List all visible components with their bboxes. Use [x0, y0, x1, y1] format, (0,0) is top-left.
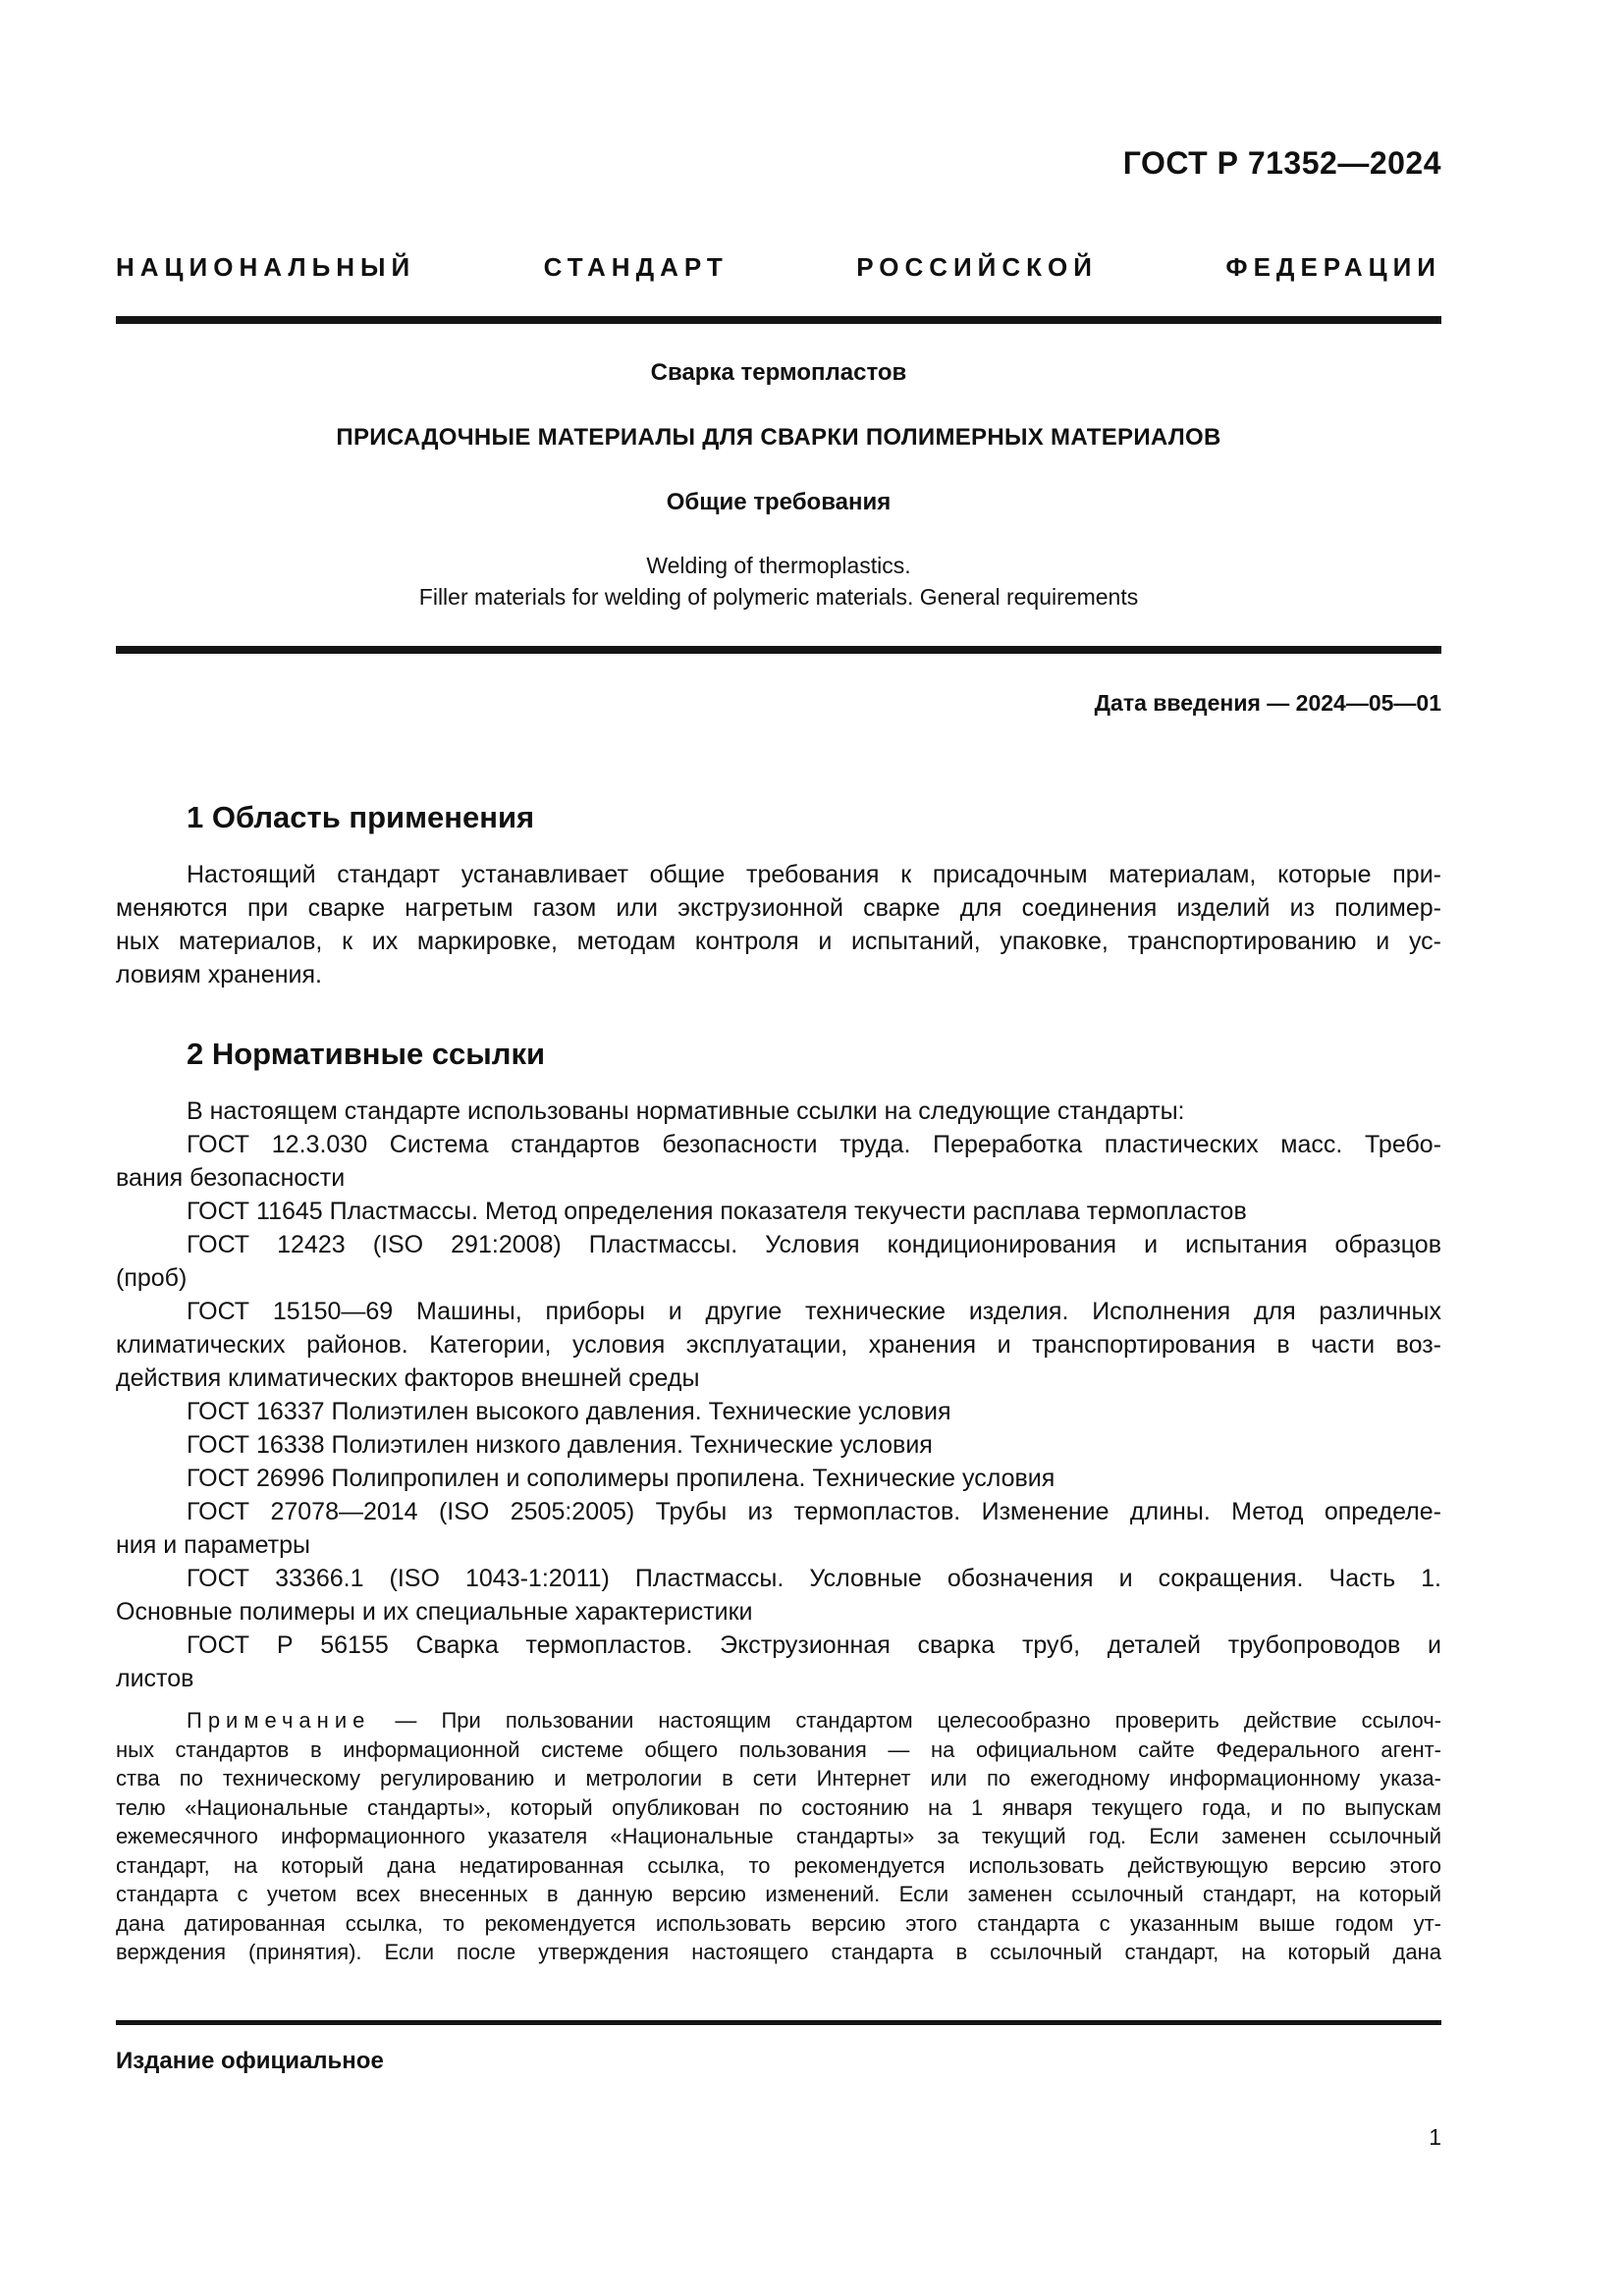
- reference-line: ГОСТ 15150—69 Машины, приборы и другие технические изделия. Исполнения для различных: [187, 1298, 1441, 1325]
- reference-line: ГОСТ 26996 Полипропилен и сополимеры пропилена. Технические условия: [187, 1465, 1056, 1492]
- title-english: [116, 550, 1441, 613]
- title-main: ПРИСАДОЧНЫЕ МАТЕРИАЛЫ ДЛЯ СВАРКИ ПОЛИМЕРНЫХ МАТЕРИАЛОВ: [336, 424, 1221, 451]
- section-2-heading: 2 Нормативные ссылки: [187, 1037, 546, 1071]
- section-1-body: [116, 858, 1441, 991]
- reference-line: ГОСТ Р 56155 Сварка термопластов. Экструзионная сварка труб, деталей трубопроводов и: [187, 1631, 1441, 1659]
- title-topic: Сварка термопластов: [650, 359, 907, 386]
- text-line: Настоящий стандарт устанавливает общие требования к присадочным материалам, которые при-: [187, 861, 1441, 888]
- document-page: [116, 0, 1441, 2296]
- top-divider: [116, 316, 1441, 324]
- page-number: 1: [1429, 2124, 1441, 2150]
- text-line: меняются при сварке нагретым газом или экструзионной сварке для соединения изделий из полимер-: [116, 894, 1441, 922]
- footer-divider: [116, 2020, 1441, 2025]
- reference-line: климатических районов. Категории, условия эксплуатации, хранения и транспортирования в части воз-: [116, 1331, 1441, 1359]
- reference-line: листов: [116, 1665, 194, 1692]
- reference-line: Основные полимеры и их специальные характеристики: [116, 1598, 753, 1626]
- note-line: стандарта с учетом всех внесенных в данную версию изменений. Если заменен ссылочный стандарт, на который: [116, 1882, 1441, 1906]
- note-label: Примечание: [187, 1708, 371, 1733]
- title-divider: [116, 646, 1441, 654]
- note-first-line: [116, 1706, 1441, 1735]
- reference-line: ГОСТ 12.3.030 Система стандартов безопасности труда. Переработка пластических масс. Требо-: [187, 1131, 1441, 1158]
- title-english-line: Filler materials for welding of polymeric materials. General requirements: [418, 584, 1139, 610]
- note-line: верждения (принятия). Если после утверждения настоящего стандарта в ссылочный стандарт, на который дана: [116, 1940, 1441, 1964]
- note-text: — При пользовании настоящим стандартом целесообразно проверить действие ссылоч-: [370, 1708, 1441, 1733]
- reference-line: ГОСТ 16338 Полиэтилен низкого давления. Технические условия: [187, 1431, 933, 1459]
- reference-line: вания безопасности: [116, 1164, 346, 1192]
- text-line: В настоящем стандарте использованы нормативные ссылки на следующие стандарты:: [187, 1097, 1185, 1125]
- reference-line: ГОСТ 16337 Полиэтилен высокого давления. Технические условия: [187, 1398, 951, 1425]
- section-2-body: [116, 1095, 1441, 1695]
- section-1-heading: 1 Область применения: [187, 800, 535, 834]
- reference-line: ГОСТ 11645 Пластмассы. Метод определения показателя текучести расплава термопластов: [187, 1198, 1247, 1225]
- note-block: [116, 1706, 1441, 1967]
- introduction-date: Дата введения — 2024—05—01: [1094, 690, 1441, 716]
- note-line: ства по техническому регулированию и метрологии в сети Интернет или по ежегодному информационному указа-: [116, 1766, 1441, 1790]
- reference-line: ГОСТ 27078—2014 (ISO 2505:2005) Трубы из термопластов. Изменение длины. Метод определе-: [187, 1498, 1441, 1525]
- note-line: дана датированная ссылка, то рекомендуется использовать версию этого стандарта с указанным выше годом ут-: [116, 1910, 1441, 1936]
- title-subtitle: Общие требования: [666, 489, 892, 515]
- note-line: телю «Национальные стандарты», который опубликован по состоянию на 1 января текущего года, и по выпускам: [116, 1794, 1441, 1820]
- note-line: ежемесячного информационного указателя «Национальные стандарты» за текущий год. Если заменен ссылочный: [116, 1824, 1441, 1848]
- note-line: ных стандартов в информационной системе общего пользования — на официальном сайте Федерального агент-: [116, 1736, 1441, 1762]
- document-number: ГОСТ Р 71352—2024: [1122, 145, 1441, 181]
- note-line: стандарт, на который дана недатированная ссылка, то рекомендуется использовать действующую версию этого: [116, 1852, 1441, 1878]
- text-line: ных материалов, к их маркировке, методам контроля и испытаний, упаковке, транспортированию и ус-: [116, 928, 1441, 955]
- text-line: ловиям хранения.: [116, 961, 322, 988]
- reference-line: ГОСТ 12423 (ISO 291:2008) Пластмассы. Условия кондиционирования и испытания образцов: [187, 1231, 1441, 1258]
- official-edition-label: Издание официальное: [116, 2048, 384, 2074]
- reference-line: ГОСТ 33366.1 (ISO 1043-1:2011) Пластмассы. Условные обозначения и сокращения. Часть 1.: [187, 1565, 1441, 1592]
- reference-line: действия климатических факторов внешней среды: [116, 1364, 700, 1392]
- reference-line: (проб): [116, 1264, 188, 1292]
- reference-line: ния и параметры: [116, 1531, 310, 1559]
- national-standard-banner: НАЦИОНАЛЬНЫЙ СТАНДАРТ РОССИЙСКОЙ ФЕДЕРАЦИИ: [116, 252, 1441, 282]
- title-english-line: Welding of thermoplastics.: [646, 553, 911, 578]
